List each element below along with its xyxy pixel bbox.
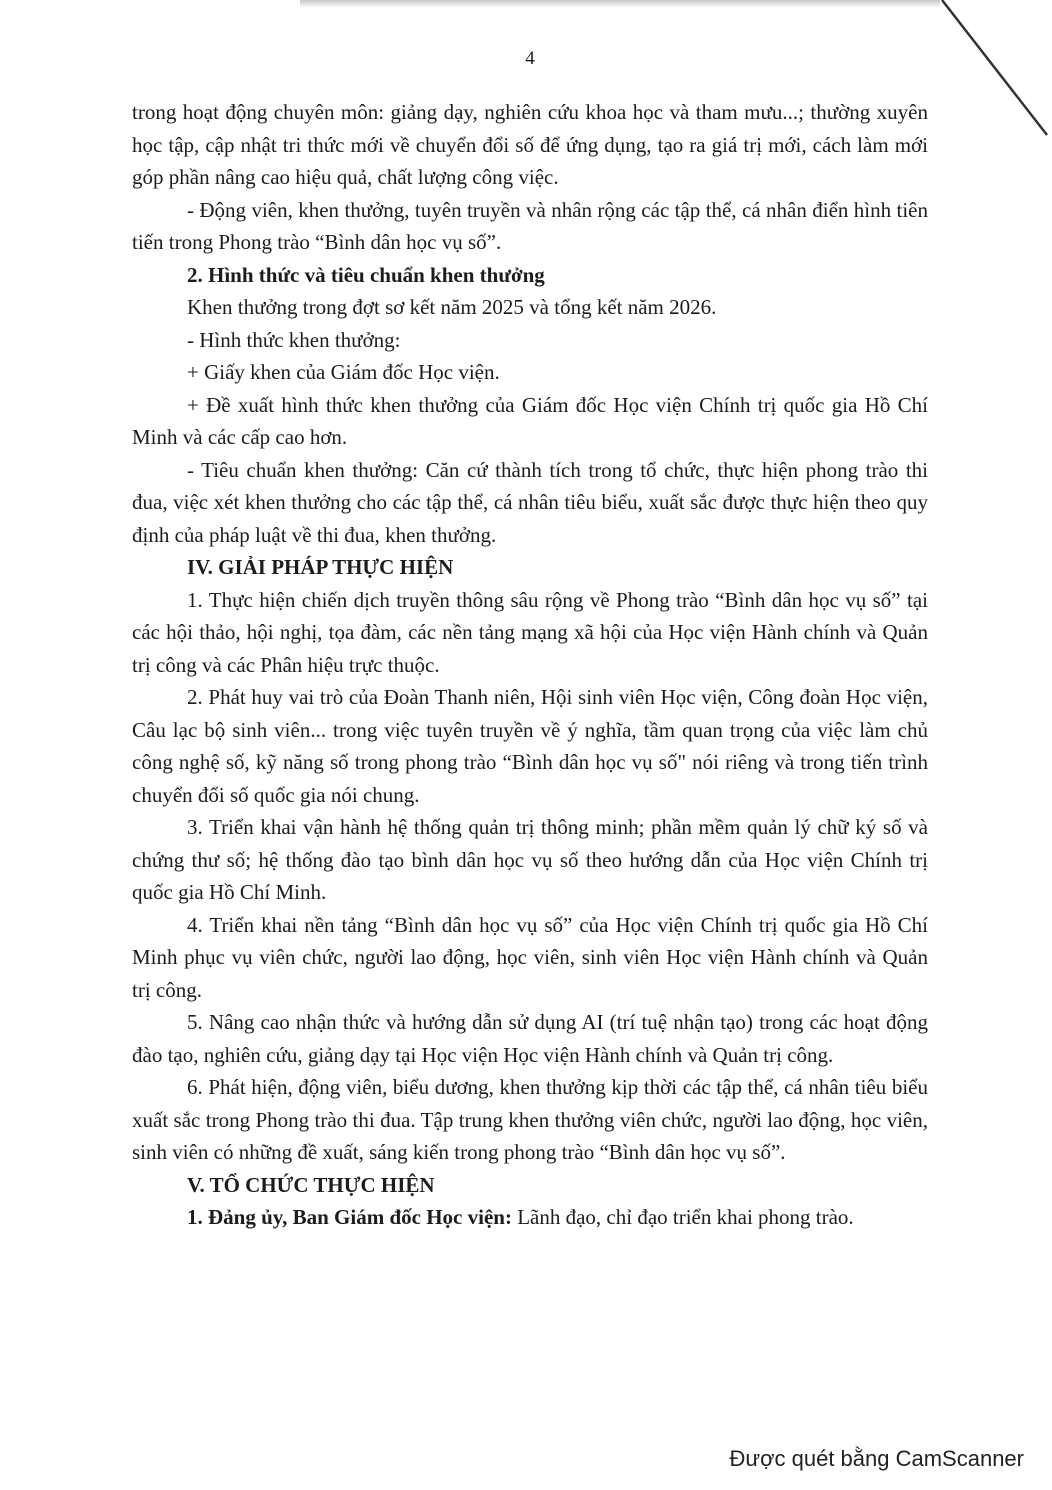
solution-item-6: 6. Phát hiện, động viên, biểu dương, khen thưởng kịp thời các tập thể, cá nhân tiêu biểu xuất sắc trong Phong trào thi đua. Tập trung khen thưởng viên chức, người lao động, học viên, sinh viên có những đề xuất, sáng kiến trong phong trào “Bình dân học vụ số”. (132, 1075, 928, 1164)
solution-item-5: 5. Nâng cao nhận thức và hướng dẫn sử dụng AI (trí tuệ nhận tạo) trong các hoạt động đào tạo, nghiên cứu, giảng dạy tại Học viện Học viện Hành chính và Quản trị công. (132, 1010, 928, 1067)
list-item-propose-higher: + Đề xuất hình thức khen thưởng của Giám đốc Học viện Chính trị quốc gia Hồ Chí Minh và các cấp cao hơn. (132, 392, 928, 449)
paragraph-reward-criteria: - Tiêu chuẩn khen thưởng: Căn cứ thành tích trong tổ chức, thực hiện phong trào thi đua, việc xét khen thưởng cho các tập thể, cá nhân tiêu biểu, xuất sắc được thực hiện theo quy định của pháp luật về thi đua, khen thưởng. (132, 457, 928, 547)
implementation-item-1-text: Lãnh đạo, chỉ đạo triển khai phong trào. (511, 1205, 854, 1229)
page-number: 4 (525, 48, 535, 69)
solution-item-1: 1. Thực hiện chiến dịch truyền thông sâu rộng về Phong trào “Bình dân học vụ số” tại các hội thảo, hội nghị, tọa đàm, các nền tảng mạng xã hội của Học viện Hành chính và Quản trị công và các Phân hiệu trực thuộc. (132, 587, 928, 677)
section-heading-reward-forms: 2. Hình thức và tiêu chuẩn khen thưởng (187, 262, 545, 287)
paragraph-reward-timing: Khen thưởng trong đợt sơ kết năm 2025 và tổng kết năm 2026. (187, 295, 717, 319)
document-body (132, 96, 928, 1234)
page-fold-line (932, 0, 1052, 150)
solution-item-4: 4. Triển khai nền tảng “Bình dân học vụ số” của Học viện Chính trị quốc gia Hồ Chí Minh phục vụ viên chức, người lao động, học viên, sinh viên Học viện Hành chính và Quản trị công. (132, 912, 928, 1002)
solution-item-2: 2. Phát huy vai trò của Đoàn Thanh niên, Hội sinh viên Học viện, Công đoàn Học viện, Câu lạc bộ sinh viên... trong việc tuyên truyền về ý nghĩa, tầm quan trọng của việc làm chủ công nghệ số, kỹ năng số trong phong trào “Bình dân học vụ số" nói riêng và trong tiến trình chuyển đổi số quốc gia nói chung. (132, 685, 928, 807)
paragraph-continuation: trong hoạt động chuyên môn: giảng dạy, nghiên cứu khoa học và tham mưu...; thường xuyên học tập, cập nhật tri thức mới về chuyển đổi số để ứng dụng, tạo ra giá trị mới, cách làm mới góp phần nâng cao hiệu quả, chất lượng công việc. (132, 100, 928, 189)
camscanner-watermark: Được quét bằng CamScanner (729, 1446, 1024, 1471)
section-heading-implementation: V. TỔ CHỨC THỰC HIỆN (187, 1172, 435, 1197)
list-item-certificate: + Giấy khen của Giám đốc Học viện. (187, 360, 500, 384)
solution-item-3: 3. Triển khai vận hành hệ thống quản trị thông minh; phần mềm quản lý chữ ký số và chứng thư số; hệ thống đào tạo bình dân học vụ số theo hướng dẫn của Học viện Chính trị quốc gia Hồ Chí Minh. (132, 815, 928, 904)
paragraph-encourage: - Động viên, khen thưởng, tuyên truyền và nhân rộng các tập thể, cá nhân điển hình tiên tiến trong Phong trào “Bình dân học vụ số”. (132, 197, 928, 254)
implementation-item-1-label: 1. Đảng ủy, Ban Giám đốc Học viện: (187, 1205, 512, 1229)
implementation-item-1 (132, 1201, 928, 1234)
page-edge-shadow (300, 0, 940, 8)
paragraph-reward-forms-label: - Hình thức khen thưởng: (187, 327, 401, 352)
section-heading-solutions: IV. GIẢI PHÁP THỰC HIỆN (187, 555, 454, 579)
